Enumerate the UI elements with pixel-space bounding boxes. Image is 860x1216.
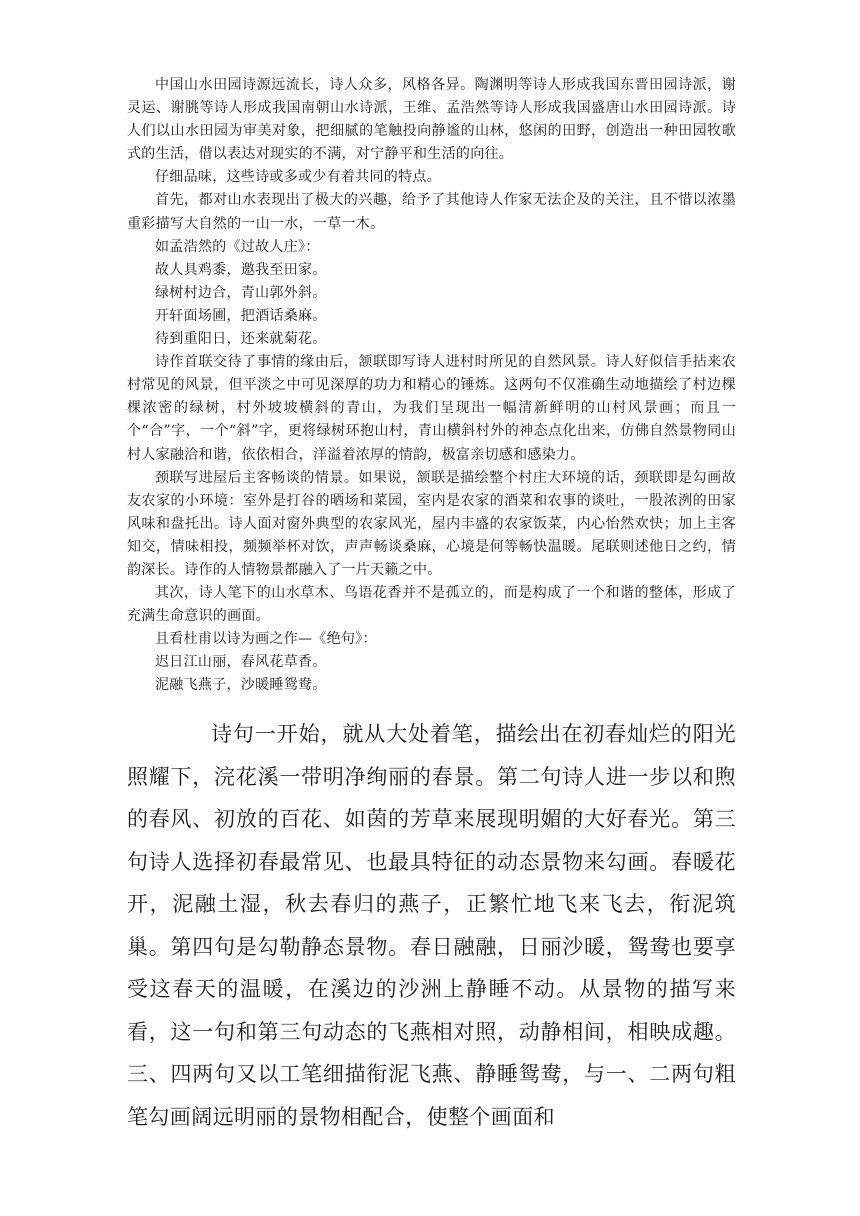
paragraph-analysis-hanlian: 诗作首联交待了事情的缘由后，颔联即写诗人进村时所见的自然风景。诗人好似信手拈来农村常见的风景，但平淡之中可见深厚的功力和精心的锤炼。这两句不仅准确生动地描绘了村边棵棵浓密的绿树，村外坡坡横斜的青山，为我们呈现出一幅清新鲜明的山村风景画；而且一个“合”字，一个“斜”字，更将绿树环抱山村，青山横斜村外的神态点化出来，仿佛自然景物同山村人家融洽和谐，依依相合，洋溢着浓厚的情韵，极富亲切感和感染力。 — [127, 354, 736, 463]
body-text-small — [127, 74, 736, 698]
paragraph-first-point: 首先，都对山水表现出了极大的兴趣，给予了其他诗人作家无法企及的关注，且不惜以浓墨重彩描写大自然的一山一水，一草一木。 — [127, 192, 736, 232]
poem-line: 故人具鸡黍，邀我至田家。 — [155, 261, 327, 278]
paragraph-summary: 仔细品味，这些诗或多或少有着共同的特点。 — [155, 169, 441, 186]
poem-intro-du: 且看杜甫以诗为画之作—《绝句》： — [155, 631, 377, 648]
paragraph-poem-analysis: 诗句一开始，就从大处着笔，描绘出在初春灿烂的阳光照耀下，浣花溪一带明净绚丽的春景。第二句诗人进一步以和煦的春风、初放的百花、如茵的芳草来展现明媚的大好春光。第三句诗人选择初春最常见、也最具特征的动态景物来勾画。春暖花开，泥融土湿，秋去春归的燕子，正繁忙地飞来飞去，衔泥筑巢。第四句是勾勒静态景物。春日融融，日丽沙暖，鸳鸯也要享受这春天的温暖，在溪边的沙洲上静睡不动。从景物的描写来看，这一句和第三句动态的飞燕相对照，动静相间，相映成趣。三、四两句又以工笔细描衔泥飞燕、静睡鸳鸯，与一、二两句粗笔勾画阔远明丽的景物相配合，使整个画面和 — [127, 722, 736, 1129]
poem-line: 待到重阳日，还来就菊花。 — [155, 331, 327, 348]
poem-line: 开轩面场圃，把酒话桑麻。 — [155, 307, 327, 324]
paragraph-analysis-jinglian: 颈联写进屋后主客畅谈的情景。如果说，颔联是描绘整个村庄大环境的话，颈联即是勾画故友农家的小环境：室外是打谷的晒场和菜园，室内是农家的酒菜和农事的谈吐，一股浓洌的田家风味和盘托出。诗人面对窗外典型的农家风光，屋内丰盛的农家饭菜，内心怡然欢快；加上主客知交，情味相投，频频举杯对饮，声声畅谈桑麻，心境是何等畅快温暖。尾联则述他日之约，情韵深长。诗作的人情物景都融入了一片天籁之中。 — [127, 469, 736, 578]
body-text-large — [127, 713, 736, 1138]
poem-line: 绿树村边合，青山郭外斜。 — [155, 284, 327, 301]
poem-intro-meng: 如孟浩然的《过故人庄》： — [155, 238, 320, 255]
paragraph-intro: 中国山水田园诗源远流长，诗人众多，风格各异。陶渊明等诗人形成我国东晋田园诗派，谢灵运、谢朓等诗人形成我国南朝山水诗派，王维、孟浩然等诗人形成我国盛唐山水田园诗派。诗人们以山水田园为审美对象，把细腻的笔触投向静谧的山林，悠闲的田野，创造出一种田园牧歌式的生活，借以表达对现实的不满，对宁静平和生活的向往。 — [127, 77, 736, 163]
poem-line: 迟日江山丽，春风花草香。 — [155, 654, 327, 671]
poem-line: 泥融飞燕子，沙暖睡鸳鸯。 — [155, 677, 327, 694]
paragraph-second-point: 其次，诗人笔下的山水草木、鸟语花香并不是孤立的，而是构成了一个和谐的整体，形成了充满生命意识的画面。 — [127, 585, 736, 625]
